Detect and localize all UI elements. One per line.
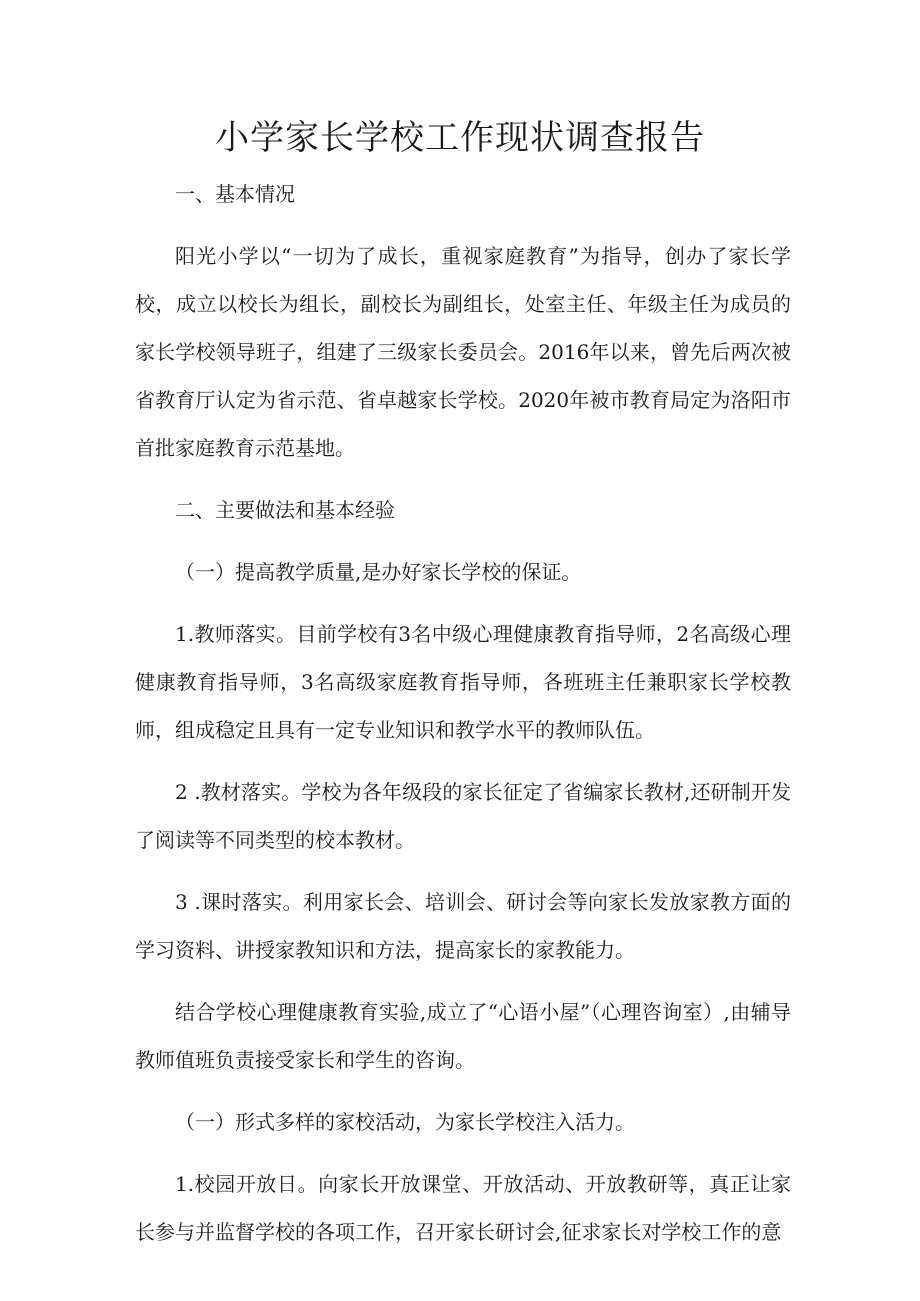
paragraph-textbook-implementation: 2 .教材落实。学校为各年级段的家长征定了省编家长教材,还研制开发了阅读等不同类型的校本教材。 — [135, 780, 791, 852]
paragraph-counseling-room: 结合学校心理健康教育实验,成立了“心语小屋”（心理咨询室）,由辅导教师值班负责接受家长和学生的咨询。 — [135, 1000, 791, 1072]
document-body — [135, 170, 791, 1256]
document-title: 小学家长学校工作现状调查报告 — [215, 118, 705, 158]
section-heading-basic-info: 一、基本情况 — [175, 182, 295, 206]
subsection-heading-teaching-quality: （一）提高教学质量,是办好家长学校的保证。 — [175, 560, 582, 584]
subsection-heading-home-school-activities: （一）形式多样的家校活动，为家长学校注入活力。 — [175, 1110, 635, 1134]
paragraph-teacher-implementation: 1.教师落实。目前学校有3名中级心理健康教育指导师，2名高级心理健康教育指导师，3名高级家庭教育指导师，各班班主任兼职家长学校教师，组成稳定且具有一定专业知识和教学水平的教师队伍。 — [135, 622, 791, 742]
paragraph-campus-open-day: 1.校园开放日。向家长开放课堂、开放活动、开放教研等，真正让家长参与并监督学校的各项工作，召开家长研讨会,征求家长对学校工作的意 — [135, 1172, 791, 1244]
paragraph-basic-info: 阳光小学以“一切为了成长，重视家庭教育”为指导，创办了家长学校，成立以校长为组长，副校长为副组长，处室主任、年级主任为成员的家长学校领导班子，组建了三级家长委员会。2016年以来，曾先后两次被省教育厅认定为省示范、省卓越家长学校。2020年被市教育局定为洛阳市首批家庭教育示范基地。 — [135, 244, 791, 460]
paragraph-class-hours-implementation: 3 .课时落实。利用家长会、培训会、研讨会等向家长发放家教方面的学习资料、讲授家教知识和方法，提高家长的家教能力。 — [135, 890, 791, 962]
section-heading-main-practices: 二、主要做法和基本经验 — [175, 498, 395, 522]
